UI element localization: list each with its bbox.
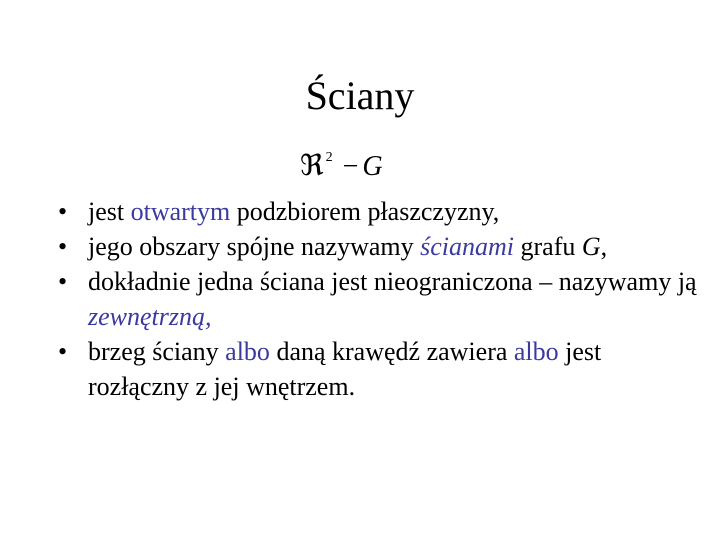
bullet-item-outer-face <box>58 264 698 334</box>
term-scianami: ścianami <box>420 232 515 261</box>
term-otwartym: otwartym <box>130 197 231 226</box>
bullet-icon: • <box>58 267 68 296</box>
graph-variable-inline: G <box>581 232 601 261</box>
term-zewnetrzna: zewnętrzną, <box>88 302 212 331</box>
bullet-text: jest rozłączny z jej wnętrzem. <box>88 337 602 401</box>
bullet-text: dokładnie jedna ściana jest nieograniczona – nazywamy ją <box>88 267 697 296</box>
bullet-list <box>58 194 698 404</box>
slide-title: Ściany <box>305 73 415 118</box>
minus-operator: − <box>342 151 359 182</box>
real-numbers-symbol: ℜ <box>300 148 324 182</box>
formula-r2-minus-g <box>300 140 383 185</box>
bullet-icon: • <box>58 197 68 226</box>
term-albo: albo <box>225 337 270 366</box>
bullet-text: jest <box>88 197 131 226</box>
bullet-text: podzbiorem płaszczyzny, <box>230 197 500 226</box>
bullet-item-face-boundary <box>58 334 698 404</box>
bullet-text: jego obszary spójne nazywamy <box>88 232 421 261</box>
bullet-icon: • <box>58 232 68 261</box>
bullet-text: grafu <box>514 232 582 261</box>
bullet-icon: • <box>58 337 68 366</box>
bullet-text: , <box>600 232 608 261</box>
bullet-item-faces-definition <box>58 229 698 264</box>
formula-exponent: 2 <box>325 150 333 165</box>
graph-variable: G <box>362 151 383 182</box>
bullet-item-open-subset <box>58 194 698 229</box>
term-albo: albo <box>513 337 559 366</box>
bullet-text: brzeg ściany <box>88 337 226 366</box>
bullet-text: daną krawędź zawiera <box>269 337 514 366</box>
